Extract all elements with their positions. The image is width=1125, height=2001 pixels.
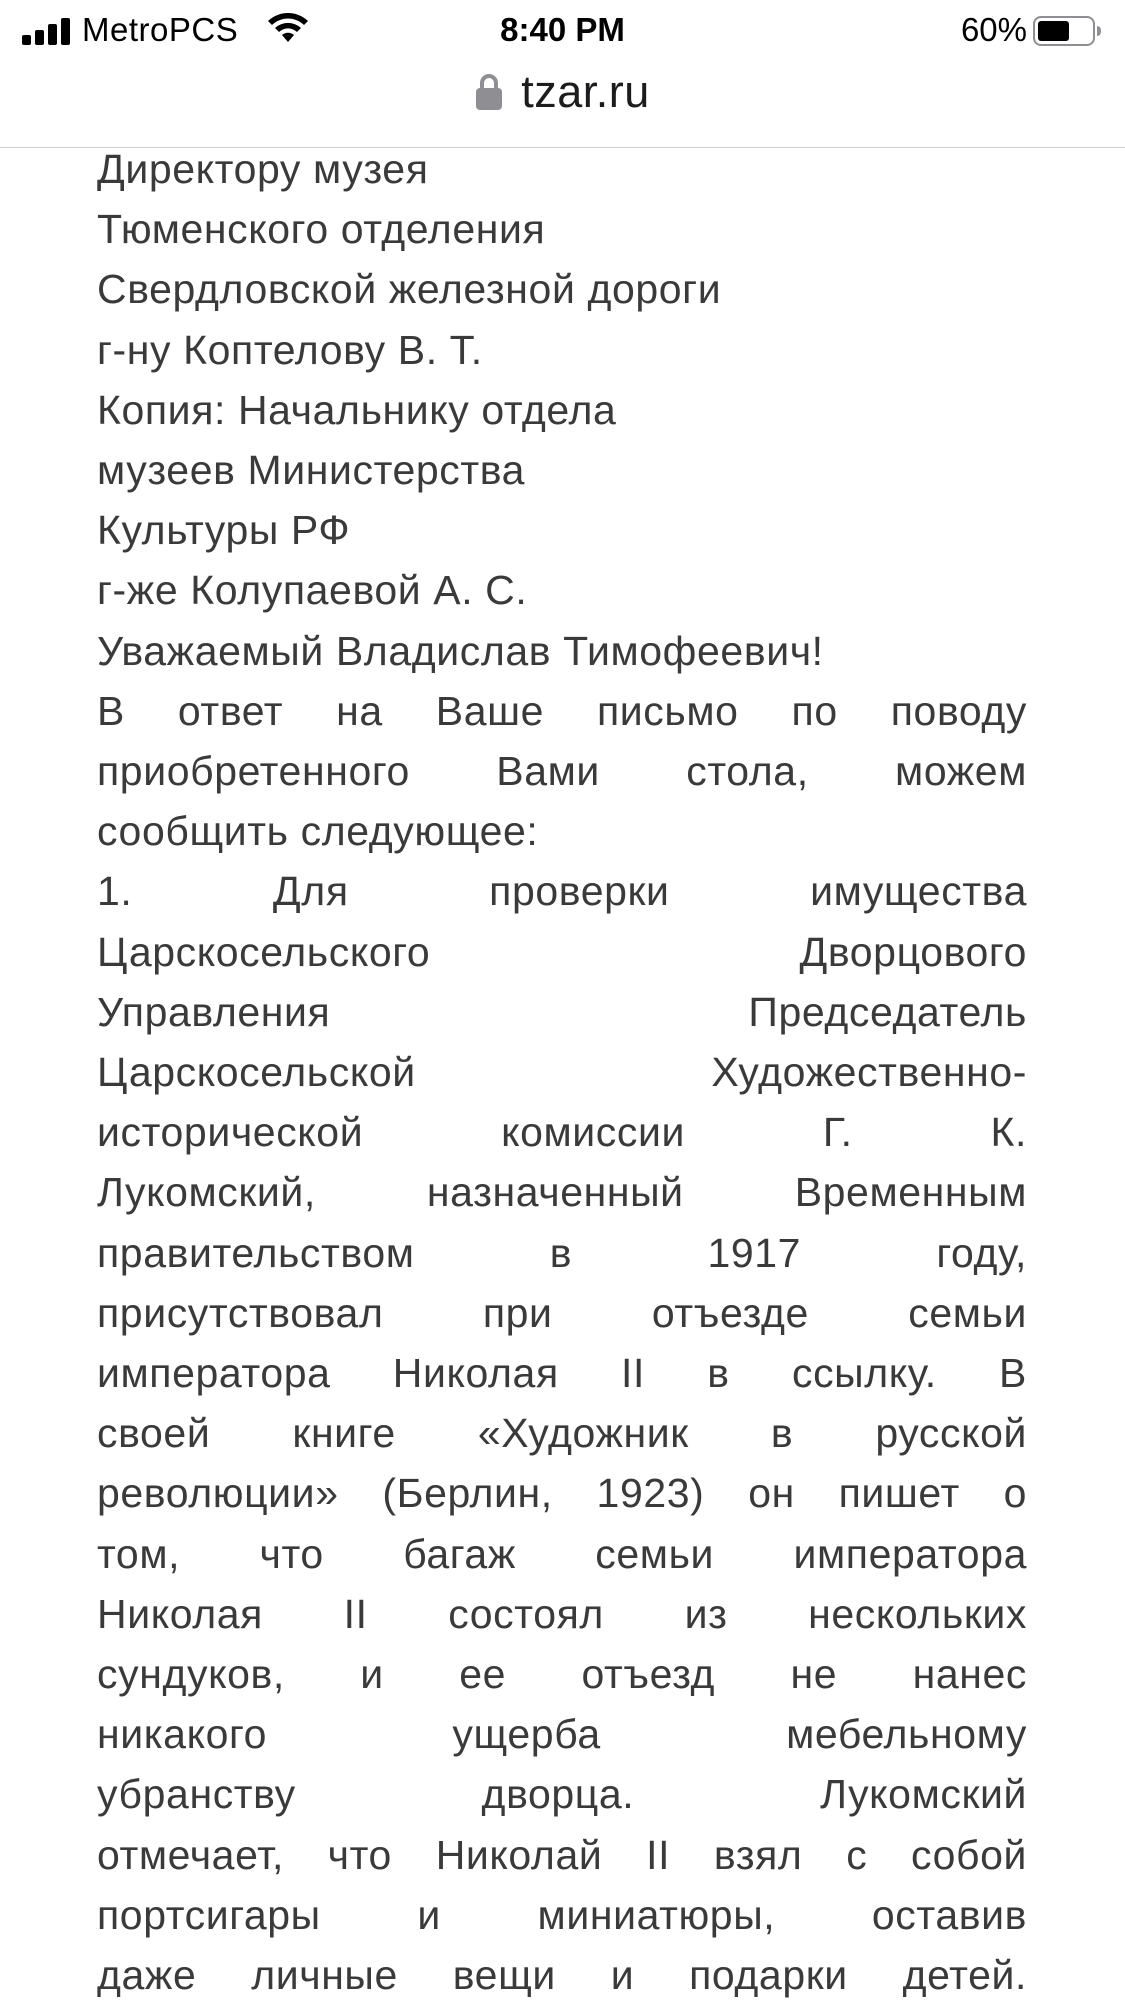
address-bar[interactable] bbox=[0, 62, 1125, 148]
battery-percent: 60% bbox=[960, 11, 1027, 48]
article-line: никакого ущерба мебельному bbox=[97, 1711, 1027, 1758]
battery-icon bbox=[1033, 16, 1103, 46]
article-line: том, что багаж семьи императора bbox=[97, 1530, 1027, 1577]
article-line: правительством в 1917 году, bbox=[97, 1229, 1027, 1276]
article-line: исторической комиссии Г. К. bbox=[97, 1109, 1027, 1156]
article-body bbox=[97, 139, 1027, 2001]
article-line: императора Николая II в ссылку. В bbox=[97, 1350, 1027, 1397]
article-line: Царскосельского Дворцового bbox=[97, 928, 1027, 975]
article-line: г-ну Коптелову В. Т. bbox=[97, 326, 483, 373]
article-line: даже личные вещи и подарки детей. bbox=[97, 1952, 1027, 1999]
article-line: Свердловской железной дороги bbox=[97, 266, 722, 313]
article-line: Директору музея bbox=[97, 146, 429, 192]
status-bar bbox=[0, 0, 1125, 62]
article-line: Лукомский, назначенный Временным bbox=[97, 1169, 1027, 1216]
article-line: Царскосельской Художественно- bbox=[97, 1049, 1027, 1096]
article-line: Уважаемый Владислав Тимофеевич! bbox=[97, 627, 824, 674]
article-line: Тюменского отделения bbox=[97, 206, 546, 253]
article-line: революции» (Берлин, 1923) он пишет о bbox=[97, 1470, 1027, 1517]
url-field[interactable] bbox=[0, 62, 1125, 122]
article-line: Культуры РФ bbox=[97, 507, 351, 554]
carrier-name: MetroPCS bbox=[82, 11, 239, 48]
article-line: сообщить следующее: bbox=[97, 808, 539, 855]
article-line: 1. Для проверки имущества bbox=[97, 868, 1027, 915]
article-line: сундуков, и ее отъезд не нанес bbox=[97, 1651, 1027, 1698]
article-line: присутствовал при отъезде семьи bbox=[97, 1289, 1027, 1336]
article-line: отмечает, что Николай II взял с собой bbox=[97, 1831, 1027, 1878]
article-line: В ответ на Ваше письмо по поводу bbox=[97, 687, 1027, 734]
status-time: 8:40 PM bbox=[500, 11, 625, 48]
lock-icon bbox=[475, 72, 503, 112]
article-line: своей книге «Художник в русской bbox=[97, 1410, 1027, 1457]
article-line: портсигары и миниатюры, оставив bbox=[97, 1891, 1027, 1938]
article-line: приобретенного Вами стола, можем bbox=[97, 748, 1027, 795]
article-line: г-же Колупаевой А. С. bbox=[97, 567, 528, 614]
article-line: Копия: Начальнику отдела bbox=[97, 386, 617, 433]
url-text[interactable]: tzar.ru bbox=[521, 66, 650, 117]
article-line: музеев Министерства bbox=[97, 447, 526, 494]
article-line: Управления Председатель bbox=[97, 988, 1027, 1035]
article-line: убранству дворца. Лукомский bbox=[97, 1771, 1027, 1818]
article-line: Николая II состоял из нескольких bbox=[97, 1590, 1027, 1637]
